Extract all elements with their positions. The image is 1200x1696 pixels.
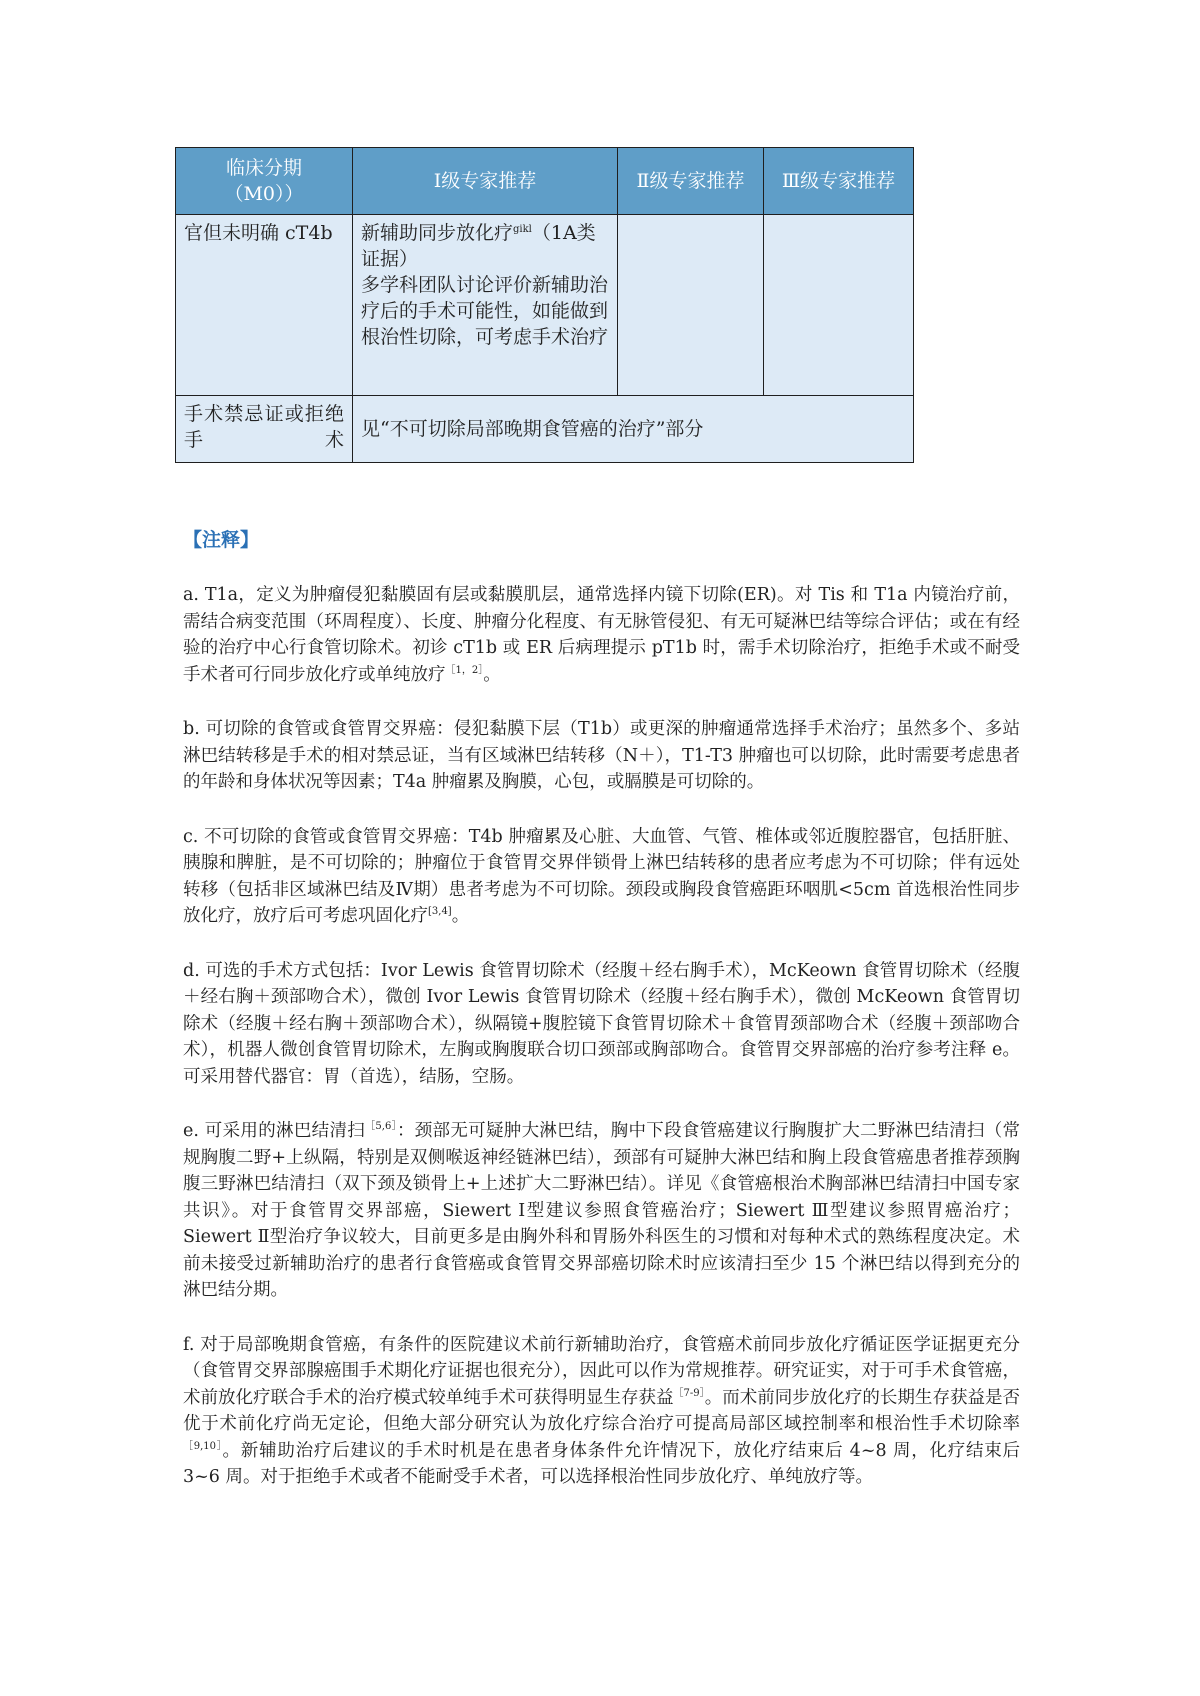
note-f-part3: 。新辅助治疗后建议的手术时机是在患者身体条件允许情况下，放化疗结束后 4~8 周，化疗结束后 3~6 周。对于拒绝手术或者不能耐受手术者，可以选择根治性同步放化疗、单纯放疗等。	[183, 1440, 1020, 1487]
note-c-text: c. 不可切除的食管或食管胃交界癌：T4b 肿瘤累及心脏、大血管、气管、椎体或邻近腹腔器官，包括肝脏、胰腺和脾脏，是不可切除的；肿瘤位于食管胃交界伴锁骨上淋巴结转移的患者应考虑为不可切除；伴有远处转移（包括非区域淋巴结及Ⅳ期）患者考虑为不可切除。颈段或胸段食管癌距环咽肌<5cm 首选根治性同步放化疗，放疗后可考虑巩固化疗	[183, 826, 1020, 926]
note-c	[183, 824, 1020, 930]
note-a-tail: 。	[483, 664, 501, 685]
citation: [3,4]	[428, 906, 452, 917]
header-clinical-stage	[176, 148, 353, 215]
level1-cell	[353, 215, 618, 396]
stage-cell	[176, 396, 353, 463]
level1-evidence: （1A类证据）	[361, 222, 596, 270]
note-a	[183, 582, 1020, 688]
merged-cell: 见“不可切除局部晚期食管癌的治疗”部分	[353, 396, 914, 463]
level3-cell	[764, 215, 914, 396]
stage-cell-text: 手术禁忌证或拒绝手术	[184, 403, 344, 451]
note-e-text: ：颈部无可疑肿大淋巴结，胸中下段食管癌建议行胸腹扩大二野淋巴结清扫（常规胸腹二野+上纵隔，特别是双侧喉返神经链淋巴结），颈部有可疑肿大淋巴结和胸上段食管癌患者推荐颈胸腹三野淋巴结清扫（双下颈及锁骨上+上述扩大二野淋巴结）。详见《食管癌根治术胸部淋巴结清扫中国专家共识》。对于食管胃交界部癌，Siewert Ⅰ型建议参照食管癌治疗；Siewert Ⅲ型建议参照胃癌治疗；Siewert Ⅱ型治疗争议较大，目前更多是由胸外科和胃肠外科医生的习惯和对每种术式的熟练程度决定。术前未接受过新辅助治疗的患者行食管癌或食管胃交界部癌切除术时应该清扫至少 15 个淋巴结以得到充分的淋巴结分期。	[183, 1121, 1021, 1300]
table-row	[176, 396, 914, 463]
level1-text: 新辅助同步放化疗	[361, 222, 514, 244]
note-f	[183, 1332, 1020, 1491]
recommendation-table	[175, 147, 914, 463]
citation: ［5,6］	[365, 1121, 397, 1132]
citation: ［9,10］	[183, 1440, 223, 1452]
stage-cell: 官但未明确 cT4b	[176, 215, 353, 396]
table-row	[176, 215, 914, 396]
level1-superscript: gikl	[513, 224, 532, 235]
note-e-head: e. 可采用的淋巴结清扫	[183, 1121, 366, 1141]
header-level2: Ⅱ级专家推荐	[618, 148, 764, 215]
notes-title: 【注释】	[183, 529, 260, 551]
note-f-part2: 。而术前同步放化疗的长期生存获益是否优于术前化疗尚无定论，但绝大部分研究认为放化疗综合治疗可提高局部区域控制率和根治性手术切除率	[183, 1387, 1021, 1434]
note-f-part1: f. 对于局部晚期食管癌，有条件的医院建议术前行新辅助治疗，食管癌术前同步放化疗循证医学证据更充分（食管胃交界部腺癌围手术期化疗证据也很充分），因此可以作为常规推荐。研究证实，对于可手术食管癌，术前放化疗联合手术的治疗模式较单纯手术可获得明显生存获益	[183, 1334, 1020, 1408]
header-level3: Ⅲ级专家推荐	[764, 148, 914, 215]
table-header-row	[176, 148, 914, 215]
header-level1: Ⅰ级专家推荐	[353, 148, 618, 215]
note-a-text: a. T1a，定义为肿瘤侵犯黏膜固有层或黏膜肌层，通常选择内镜下切除(ER)。对 Tis 和 T1a 内镜治疗前，需结合病变范围（环周程度）、长度、肿瘤分化程度、有无脉管侵犯、有无可疑淋巴结等综合评估；或在有经验的治疗中心行食管切除术。初诊 cT1b 或 ER 后病理提示 pT1b 时，需手术切除治疗，拒绝手术或不耐受手术者可行同步放化疗或单纯放疗	[183, 585, 1020, 685]
citation: ［7-9］	[673, 1387, 705, 1399]
header-clinical-stage-line1: 临床分期	[225, 157, 302, 179]
level2-cell	[618, 215, 764, 396]
note-b: b. 可切除的食管或食管胃交界癌：侵犯黏膜下层（T1b）或更深的肿瘤通常选择手术治疗；虽然多个、多站淋巴结转移是手术的相对禁忌证，当有区域淋巴结转移（N＋），T1-T3 肿瘤也可以切除，此时需要考虑患者的年龄和身体状况等因素；T4a 肿瘤累及胸膜，心包，或膈膜是可切除的。	[183, 719, 1020, 792]
level1-mdt-text: 多学科团队讨论评价新辅助治疗后的手术可能性，如能做到根治性切除，可考虑手术治疗	[361, 274, 609, 348]
notes-section	[183, 582, 1020, 1519]
note-d: d. 可选的手术方式包括：Ivor Lewis 食管胃切除术（经腹＋经右胸手术），McKeown 食管胃切除术（经腹＋经右胸＋颈部吻合术），微创 Ivor Lewis 食管胃切除术（经腹＋经右胸手术），微创 McKeown 食管胃切除术（经腹＋经右胸＋颈部吻合术），纵隔镜+腹腔镜下食管胃切除术＋食管胃颈部吻合术（经腹＋颈部吻合术），机器人微创食管胃切除术，左胸或胸腹联合切口颈部或胸部吻合。食管胃交界部癌的治疗参考注释 e。可采用替代器官：胃（首选），结肠，空肠。	[183, 960, 1020, 1087]
note-c-tail: 。	[451, 906, 470, 926]
header-clinical-stage-line2: （M0））	[224, 183, 304, 205]
citation: ［1，2］	[445, 664, 484, 676]
note-e	[183, 1118, 1020, 1304]
